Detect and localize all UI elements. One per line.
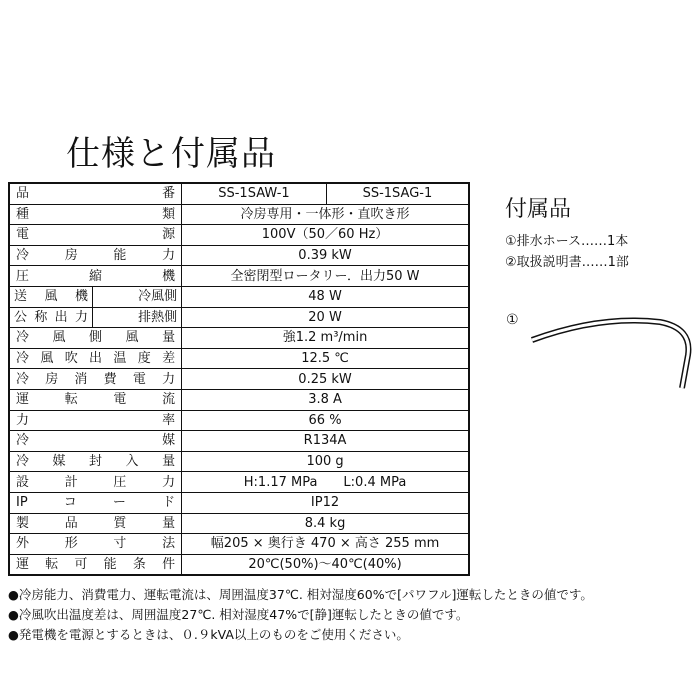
row-value: 全密閉型ロータリー．出力50 W (182, 266, 469, 287)
row-label: 製品質量 (9, 513, 182, 534)
row-sublabel: 冷風側 (93, 286, 182, 307)
row-label: IPコード (9, 492, 182, 513)
table-row (9, 266, 469, 287)
model-cell: SS-1SAG-1 (326, 183, 469, 204)
row-label: 電源 (9, 225, 182, 246)
row-value: 0.39 kW (182, 245, 469, 266)
table-row (9, 554, 469, 575)
row-label: 力率 (9, 410, 182, 431)
row-label: 設計圧力 (9, 472, 182, 493)
row-label: 冷媒 (9, 431, 182, 452)
row-value: 48 W (182, 286, 469, 307)
table-row (9, 513, 469, 534)
row-label: 種類 (9, 204, 182, 225)
row-value: H:1.17 MPa L:0.4 MPa (182, 472, 469, 493)
table-row (9, 348, 469, 369)
table-row (9, 286, 469, 307)
accessory-item: ②取扱説明書……1部 (505, 255, 629, 270)
row-label: 外形寸法 (9, 534, 182, 555)
row-value: 100 g (182, 451, 469, 472)
accessories-title: 付属品 (505, 197, 572, 222)
table-row (9, 307, 469, 328)
row-value: IP12 (182, 492, 469, 513)
row-value: 8.4 kg (182, 513, 469, 534)
table-row (9, 225, 469, 246)
row-value: R134A (182, 431, 469, 452)
notes (8, 585, 593, 645)
row-value: 3.8 A (182, 389, 469, 410)
row-value: 66 % (182, 410, 469, 431)
table-row (9, 245, 469, 266)
row-label: 送風機 (9, 286, 93, 307)
row-value: 0.25 kW (182, 369, 469, 390)
row-label: 冷房消費電力 (9, 369, 182, 390)
figure-label: ① (506, 312, 519, 328)
table-row (9, 328, 469, 349)
table-row (9, 451, 469, 472)
table-row (9, 204, 469, 225)
row-value: 強1.2 m³/min (182, 328, 469, 349)
row-value: 12.5 ℃ (182, 348, 469, 369)
accessory-item: ①排水ホース……1本 (505, 234, 629, 249)
note: ●冷房能力、消費電力、運転電流は、周囲温度37℃. 相対湿度60%で[パワフル]運転したときの値です。 (8, 587, 593, 602)
table-row (9, 472, 469, 493)
model-cell: SS-1SAW-1 (182, 183, 327, 204)
row-label: 冷風吹出温度差 (9, 348, 182, 369)
row-label: 運転電流 (9, 389, 182, 410)
table-row (9, 389, 469, 410)
row-label: 公称出力 (9, 307, 93, 328)
row-label: 品番 (9, 183, 182, 204)
table-row (9, 431, 469, 452)
row-label: 冷房能力 (9, 245, 182, 266)
row-sublabel: 排熱側 (93, 307, 182, 328)
row-label: 冷媒封入量 (9, 451, 182, 472)
row-value: 20 W (182, 307, 469, 328)
row-label: 冷風側風量 (9, 328, 182, 349)
drain-hose-illustration (520, 310, 700, 400)
row-value: 20℃(50%)〜40℃(40%) (182, 554, 469, 575)
page-title: 仕様と付属品 (66, 134, 276, 174)
spec-table (8, 182, 470, 576)
table-row (9, 492, 469, 513)
note: ●冷風吹出温度差は、周囲温度27℃. 相対湿度47%で[静]運転したときの値です。 (8, 607, 469, 622)
row-label: 運転可能条件 (9, 554, 182, 575)
table-row (9, 369, 469, 390)
table-row (9, 534, 469, 555)
row-value: 冷房専用・一体形・直吹き形 (182, 204, 469, 225)
accessories (505, 192, 629, 273)
note: ●発電機を電源とするときは、０.９kVA以上のものをご使用ください。 (8, 627, 409, 642)
row-value: 100V（50／60 Hz） (182, 225, 469, 246)
row-value: 幅205 × 奥行き 470 × 高さ 255 mm (182, 534, 469, 555)
table-row (9, 410, 469, 431)
row-label: 圧縮機 (9, 266, 182, 287)
table-row (9, 183, 469, 204)
